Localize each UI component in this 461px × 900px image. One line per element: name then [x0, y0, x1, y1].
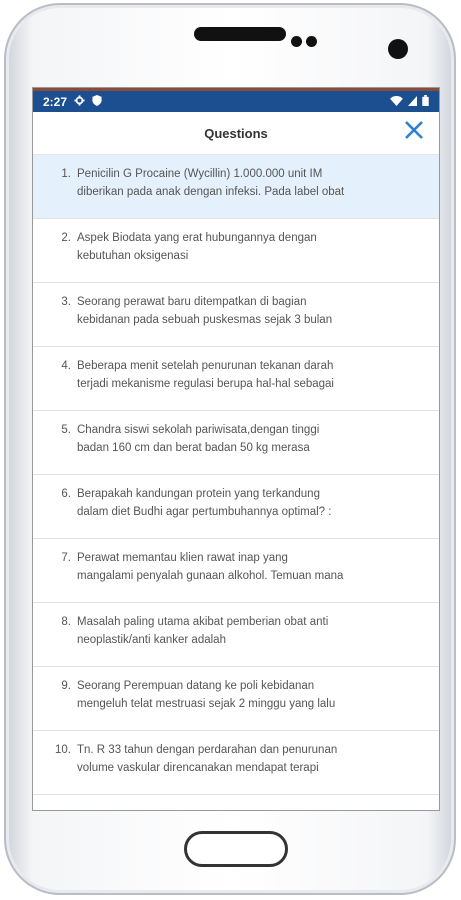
close-icon[interactable] [401, 119, 427, 145]
wifi-icon [390, 95, 403, 109]
question-number: 2. [61, 232, 71, 244]
question-number: 3. [61, 296, 71, 308]
question-text-line: mengeluh telat mestruasi sejak 2 minggu yang lalu [77, 698, 336, 710]
question-text-line: Aspek Biodata yang erat hubungannya dengan [77, 232, 317, 244]
question-text-line: Perawat memantau klien rawat inap yang [77, 552, 288, 564]
question-text-line: Penicilin G Procaine (Wycillin) 1.000.000 unit IM [77, 168, 323, 180]
question-text-line: Tn. R 33 tahun dengan perdarahan dan penurunan [77, 744, 338, 756]
question-number: 5. [61, 424, 71, 436]
question-text-line: dalam diet Budhi agar pertumbuhannya optimal? : [77, 506, 332, 518]
question-text-line: kebutuhan oksigenasi [77, 250, 189, 262]
question-text-line: Seorang perawat baru ditempatkan di bagian [77, 296, 307, 308]
battery-icon [422, 95, 429, 109]
question-text-line: Seorang Perempuan datang ke poli kebidanan [77, 680, 315, 692]
question-item[interactable] [33, 603, 439, 667]
question-item[interactable] [33, 283, 439, 347]
question-item[interactable] [33, 475, 439, 539]
question-list [33, 155, 439, 795]
phone-screen [32, 87, 440, 811]
question-item[interactable] [33, 347, 439, 411]
question-text-line: diberikan pada anak dengan infeksi. Pada label obat [77, 186, 345, 198]
home-button[interactable] [184, 831, 288, 867]
question-number: 7. [61, 552, 71, 564]
shield-icon [92, 95, 102, 109]
question-text-line: neoplastik/anti kanker adalah [77, 634, 226, 646]
question-number: 10. [55, 744, 71, 756]
status-time: 2:27 [43, 94, 68, 109]
page-title: Questions [204, 125, 268, 141]
question-item[interactable] [33, 667, 439, 731]
status-bar [33, 88, 439, 112]
question-text-line: Chandra siswi sekolah pariwisata,dengan tinggi [77, 424, 320, 436]
sensor-dot [291, 36, 302, 47]
question-text-line: Masalah paling utama akibat pemberian obat anti [77, 616, 329, 628]
question-text-line: kebidanan pada sebuah puskesmas sejak 3 bulan [77, 314, 333, 326]
question-item[interactable] [33, 219, 439, 283]
sensor-dot [306, 36, 317, 47]
front-camera [388, 39, 408, 59]
question-item[interactable] [33, 731, 439, 795]
question-number: 1. [61, 168, 71, 180]
gear-icon [74, 95, 85, 109]
question-item[interactable] [33, 155, 439, 219]
speaker-grille [194, 27, 286, 41]
question-text-line: terjadi mekanisme regulasi berupa hal-hal sebagai [77, 378, 334, 390]
question-text-line: mangalami penyalah gunaan alkohol. Temuan mana [77, 570, 344, 582]
question-text-line: volume vaskular direncanakan mendapat terapi [77, 762, 319, 774]
question-text-line: badan 160 cm dan berat badan 50 kg merasa [77, 442, 310, 454]
question-text-line: Beberapa menit setelah penurunan tekanan darah [77, 360, 334, 372]
question-number: 9. [61, 680, 71, 692]
question-text-line: Berapakah kandungan protein yang terkandung [77, 488, 320, 500]
app-bar [33, 112, 439, 155]
signal-icon [408, 95, 417, 109]
question-number: 6. [61, 488, 71, 500]
phone-frame [4, 3, 456, 895]
question-item[interactable] [33, 411, 439, 475]
question-item[interactable] [33, 539, 439, 603]
question-number: 4. [61, 360, 71, 372]
question-number: 8. [61, 616, 71, 628]
